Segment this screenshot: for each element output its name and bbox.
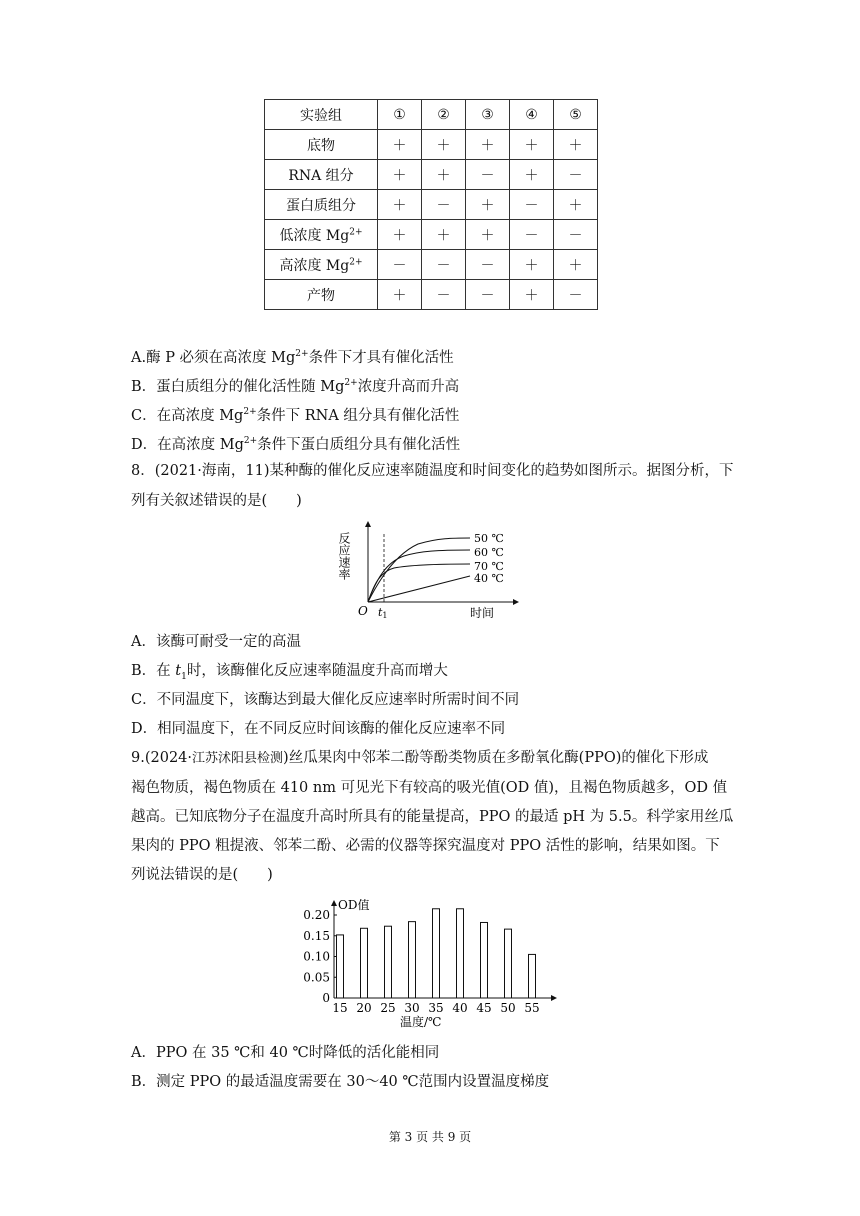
table-cell: ＋	[466, 190, 510, 220]
x-tick-label: 25	[380, 1001, 396, 1015]
q9-od-bar-chart	[294, 893, 564, 1033]
table-cell: ＋	[554, 190, 598, 220]
bar-20	[361, 928, 368, 998]
y-tick-label: 0.05	[303, 970, 330, 985]
q7-option-d-pre: D．在高浓度 Mg	[131, 436, 244, 453]
q9-y-ticks	[303, 908, 337, 1005]
table-cell: －	[554, 160, 598, 190]
q9-stem-line-4: 果肉的 PPO 粗提液、邻苯二酚、必需的仪器等探究温度对 PPO 活性的影响，结果如图。下	[131, 838, 720, 854]
x-tick-label: 15	[332, 1001, 348, 1015]
q8-label-70c: 70 ℃	[474, 560, 504, 573]
table-cell: ＋	[378, 130, 422, 160]
q8-option-b-t: t	[175, 663, 182, 679]
table-cell: －	[554, 220, 598, 250]
bar-45	[481, 922, 488, 998]
table-cell: ＋	[378, 220, 422, 250]
q8-option-d: D．相同温度下，在不同反应时间该酶的催化反应速率不同	[131, 721, 506, 737]
table-row-label: RNA 组分	[265, 160, 378, 190]
bar-40	[457, 909, 464, 998]
table-cell: －	[466, 280, 510, 310]
table-cell: ＋	[466, 130, 510, 160]
table-cell: ＋	[378, 160, 422, 190]
page-footer: 第 3 页 共 9 页	[388, 1130, 472, 1144]
q9-source: 江苏沭阳县检测	[192, 751, 284, 766]
q8-option-b	[131, 661, 448, 687]
table-cell: ＋	[422, 220, 466, 250]
table-cell: －	[422, 190, 466, 220]
table-row	[265, 190, 598, 220]
table-cell: －	[378, 250, 422, 280]
table-row	[265, 250, 598, 280]
q9-stem-line-5: 列说法错误的是( )	[131, 867, 273, 883]
q8-t1-label: t1	[378, 606, 388, 620]
q9-stem-line-3: 越高。已知底物分子在温度升高时所具有的能量提高，PPO 的最适 pH 为 5.5。科学家用丝瓜	[131, 809, 734, 825]
q8-origin-label: O	[358, 604, 368, 618]
q8-curve-50c	[368, 538, 470, 602]
x-tick-label: 50	[500, 1001, 516, 1015]
q8-curve-70c	[368, 564, 470, 602]
q8-y-label: 反应速率	[337, 532, 351, 580]
y-tick-label: 0.15	[303, 928, 330, 943]
table-header-cell: ②	[422, 100, 466, 130]
bar-25	[385, 926, 392, 998]
q8-option-b-sub: 1	[181, 671, 187, 682]
y-tick-label: 0	[322, 991, 330, 1005]
q9-bars	[337, 909, 536, 998]
q7-option-c-sup: 2+	[243, 407, 257, 417]
bar-15	[337, 935, 344, 998]
table-header-cell: ③	[466, 100, 510, 130]
q7-option-d-sup: 2+	[243, 436, 258, 446]
q7-option-b	[131, 373, 459, 397]
q9-line1-post: )丝瓜果肉中邻苯二酚等酚类物质在多酚氧化酶(PPO)的催化下形成	[283, 750, 709, 766]
bar-55	[529, 954, 536, 998]
table-cell: ＋	[378, 280, 422, 310]
q9-option-a: A．PPO 在 35 ℃和 40 ℃时降低的活化能相同	[131, 1045, 440, 1061]
table-row	[265, 130, 598, 160]
bar-50	[505, 929, 512, 998]
x-tick-label: 55	[524, 1001, 540, 1015]
table-header-row	[265, 100, 598, 130]
q8-option-c: C．不同温度下，该酶达到最大催化反应速率时所需时间不同	[131, 692, 520, 708]
q8-option-a: A．该酶可耐受一定的高温	[131, 634, 301, 650]
table-row-label: 产物	[265, 280, 378, 310]
x-tick-label: 20	[356, 1001, 372, 1015]
q7-option-a-sup: 2+	[295, 349, 309, 359]
table-cell: ＋	[554, 250, 598, 280]
q8-curve-40c	[368, 576, 470, 602]
q7-option-a-post: 条件下才具有催化活性	[308, 349, 454, 366]
experiment-table	[264, 99, 598, 310]
table-cell: ＋	[422, 130, 466, 160]
table-header-cell: ⑤	[554, 100, 598, 130]
table-cell: ＋	[510, 280, 554, 310]
x-tick-label: 30	[404, 1001, 420, 1015]
table-header-cell: ①	[378, 100, 422, 130]
table-cell: －	[510, 220, 554, 250]
table-row	[265, 280, 598, 310]
q9-stem-line-1	[131, 748, 708, 769]
table-cell: ＋	[510, 160, 554, 190]
table-cell: ＋	[466, 220, 510, 250]
table-row	[265, 160, 598, 190]
table-row	[265, 220, 598, 250]
q7-option-b-pre: B．蛋白质组分的催化活性随 Mg	[131, 378, 345, 395]
table-cell: －	[466, 160, 510, 190]
table-cell: ＋	[554, 130, 598, 160]
q9-line1-pre: 9.(2024·	[131, 750, 193, 766]
q7-option-c	[131, 402, 459, 426]
table-header-label: 实验组	[265, 100, 378, 130]
q7-option-a-pre: A.酶 P 必须在高浓度 Mg	[131, 349, 296, 366]
q7-option-d	[131, 431, 460, 455]
table-cell: ＋	[510, 130, 554, 160]
q8-stem-line-1: 8．(2021·海南，11)某种酶的催化反应速率随温度和时间变化的趋势如图所示。据图分析，下	[131, 463, 734, 479]
q7-option-b-sup: 2+	[344, 378, 358, 388]
q8-option-b-pre: B．在	[131, 663, 176, 679]
table-row-label: 蛋白质组分	[265, 190, 378, 220]
bar-35	[433, 909, 440, 998]
q7-option-c-pre: C．在高浓度 Mg	[131, 407, 244, 424]
table-row-label: 低浓度 $Mg^{2+}$	[265, 220, 378, 250]
q8-label-60c: 60 ℃	[474, 546, 504, 559]
q7-option-c-post: 条件下 RNA 组分具有催化活性	[256, 407, 460, 424]
table-cell: －	[510, 190, 554, 220]
q7-option-d-post: 条件下蛋白质组分具有催化活性	[257, 436, 461, 453]
q7-option-a	[131, 344, 454, 368]
q8-option-b-post: 时，该酶催化反应速率随温度升高而增大	[186, 663, 448, 679]
x-tick-label: 40	[452, 1001, 468, 1015]
q8-x-label: 时间	[470, 606, 495, 620]
table-cell: －	[466, 250, 510, 280]
table-cell: －	[422, 280, 466, 310]
y-tick-label: 0.10	[303, 949, 330, 964]
q9-stem-line-2: 褐色物质，褐色物质在 410 nm 可见光下有较高的吸光值(OD 值)，且褐色物质越多，OD 值	[131, 780, 728, 796]
table-cell: ＋	[510, 250, 554, 280]
table-cell: －	[554, 280, 598, 310]
x-tick-label: 35	[428, 1001, 444, 1015]
q8-label-50c: 50 ℃	[474, 532, 504, 545]
q9-option-b: B．测定 PPO 的最适温度需要在 30～40 ℃范围内设置温度梯度	[131, 1074, 550, 1090]
q9-x-label: 温度/℃	[400, 1015, 442, 1029]
q9-y-label: OD值	[338, 898, 370, 912]
q8-rate-graph	[318, 518, 528, 624]
table-cell: ＋	[378, 190, 422, 220]
bar-30	[409, 922, 416, 998]
q7-option-b-post: 浓度升高而升高	[357, 378, 460, 395]
table-header-cell: ④	[510, 100, 554, 130]
table-row-label: 高浓度 $Mg^{2+}$	[265, 250, 378, 280]
x-tick-label: 45	[476, 1001, 492, 1015]
q8-stem-line-2: 列有关叙述错误的是( )	[131, 493, 302, 509]
y-tick-label: 0.20	[303, 908, 330, 922]
table-row-label: 底物	[265, 130, 378, 160]
table-cell: －	[422, 250, 466, 280]
q9-x-ticks	[332, 1001, 539, 1015]
q8-label-40c: 40 ℃	[474, 572, 504, 585]
table-cell: ＋	[422, 160, 466, 190]
